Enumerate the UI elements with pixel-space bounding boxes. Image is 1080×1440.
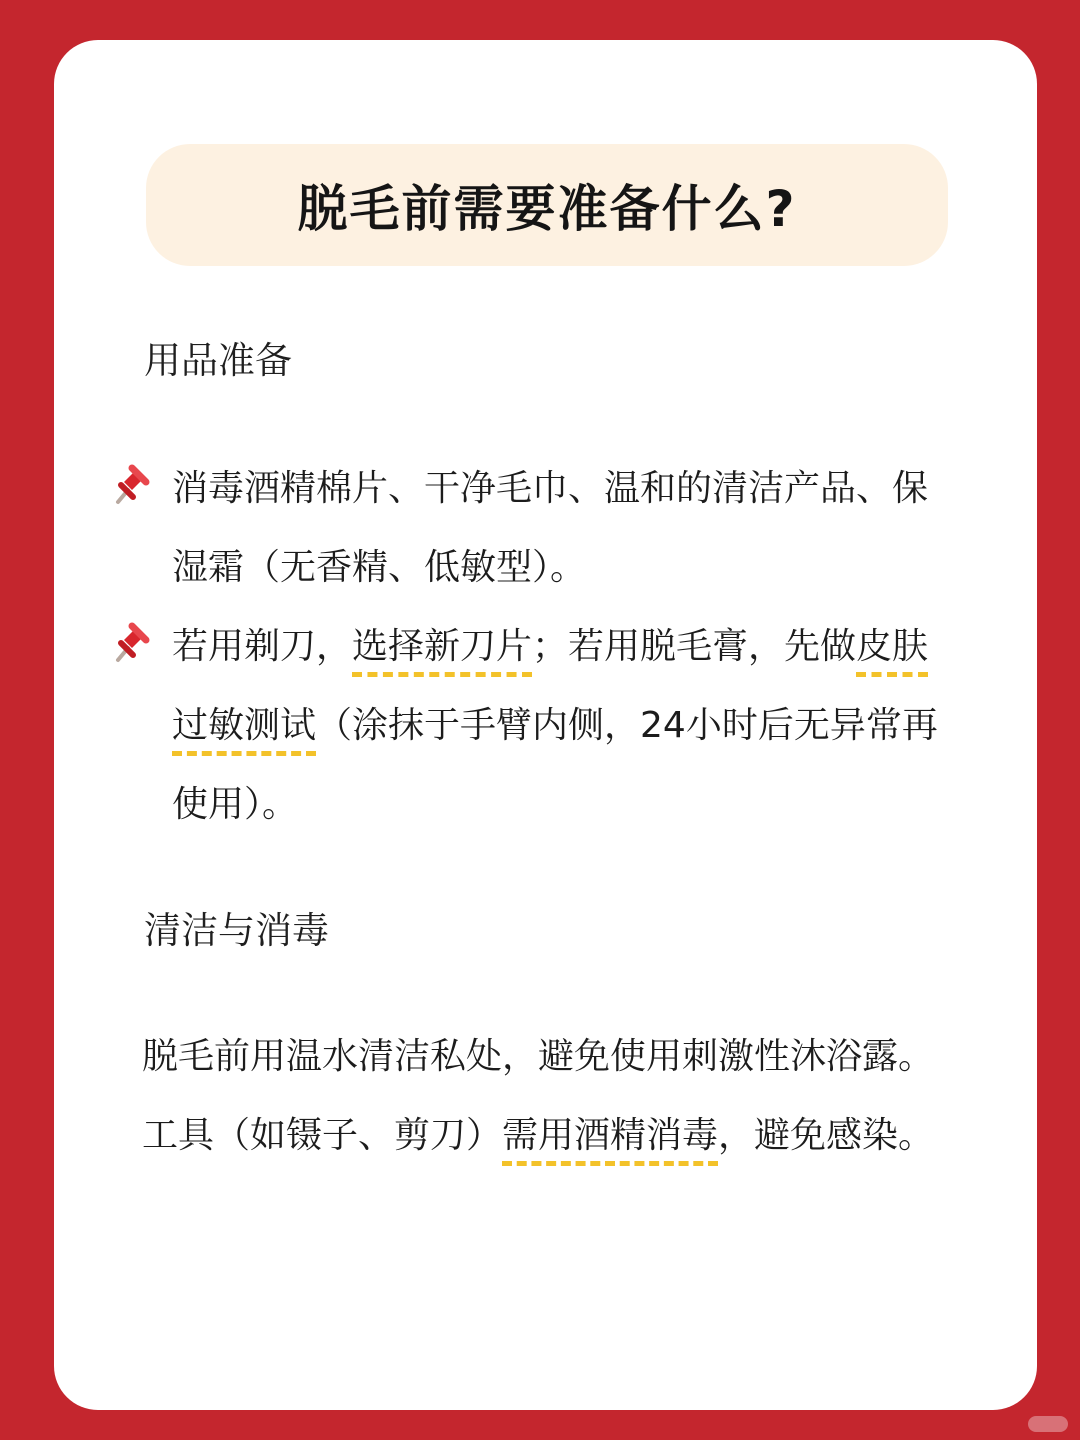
bullet-line [172, 539, 586, 590]
highlighted-text: 需用酒精消毒 [502, 1107, 718, 1158]
bullet-line [172, 460, 928, 511]
bullet-item [110, 618, 1015, 838]
pushpin-icon [110, 618, 150, 666]
text-segment: 工具（如镊子、剪刀） [142, 1115, 503, 1156]
section-heading-supplies: 用品准备 [144, 339, 292, 382]
text-segment: ，避免感染。 [718, 1115, 935, 1156]
pushpin-icon [110, 460, 150, 508]
content-card [54, 40, 1037, 1410]
text-segment: （涂抹于手臂内侧，24小时后无异常再 [316, 705, 938, 746]
text-segment: 若用剃刀， [172, 626, 353, 667]
paragraph-line [142, 1028, 934, 1079]
text-segment: 消毒酒精棉片、干净毛巾、温和的清洁产品、保 [172, 468, 929, 509]
highlighted-text: 选择新刀片 [352, 618, 532, 669]
text-segment: ；若用脱毛膏，先做 [532, 626, 857, 667]
page-title: 脱毛前需要准备什么? [297, 180, 797, 238]
bullet-line [172, 697, 938, 748]
highlighted-text: 过敏测试 [172, 697, 316, 748]
paragraph-line [142, 1107, 934, 1158]
bullet-line [172, 776, 298, 827]
highlighted-text: 皮肤 [856, 618, 928, 669]
bullet-item [110, 460, 1015, 600]
watermark-badge [1028, 1416, 1068, 1432]
bullet-line [172, 618, 928, 669]
title-banner [146, 144, 948, 266]
section-heading-cleaning: 清洁与消毒 [144, 909, 329, 952]
text-segment: 湿霜（无香精、低敏型）。 [172, 547, 587, 588]
text-segment: 脱毛前用温水清洁私处，避免使用刺激性沐浴露。 [142, 1036, 935, 1077]
text-segment: 使用）。 [172, 784, 299, 825]
